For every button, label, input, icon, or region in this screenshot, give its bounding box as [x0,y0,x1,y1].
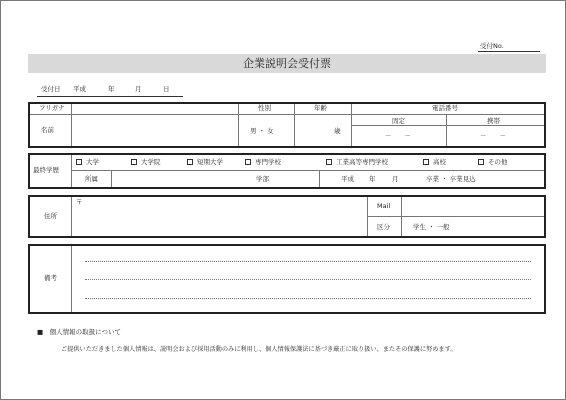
phone-mid-divider [446,114,447,146]
receipt-date-day: 日 [163,85,170,93]
landline-field[interactable]: － － [385,132,411,140]
landline-label: 固定 [392,117,405,125]
remarks-field[interactable] [73,247,543,311]
graduation-era: 平成 [341,175,354,183]
option-high-school-label: 高校 [433,158,446,166]
postal-mark: 〒 [76,198,83,206]
receipt-number-line [478,51,540,52]
furigana-row-divider [30,114,544,115]
receipt-date-month: 月 [135,85,142,93]
address-field[interactable] [73,207,365,235]
address-label: 住所 [44,212,57,220]
receipt-date-year: 年 [108,85,115,93]
mail-label: Mail [377,202,391,210]
receipt-number-label: 受付No. [480,42,504,50]
remarks-label-divider [71,246,72,312]
option-university[interactable] [76,158,99,166]
remarks-label: 備考 [44,274,57,282]
mobile-field[interactable]: － － [480,132,506,140]
address-label-divider [71,197,72,236]
affiliation-field[interactable] [113,172,317,186]
category-label: 区分 [377,223,390,231]
checkbox-other[interactable] [478,159,484,165]
option-high-school[interactable] [423,158,446,166]
checkbox-high-school[interactable] [423,159,429,165]
option-other-label: その他 [488,158,508,166]
mail-field[interactable] [403,199,543,214]
option-graduate-school-label: 大学院 [141,158,161,166]
age-label: 年齢 [314,104,327,112]
age-unit: 歳 [334,127,341,135]
checkbox-junior-college[interactable] [187,159,193,165]
contact-row-divider [367,216,544,217]
phone-sub-divider [351,125,544,126]
checkbox-university[interactable] [76,159,82,165]
mobile-label: 携帯 [487,117,500,125]
age-divider [294,104,295,146]
furigana-label: フリガナ [39,104,65,112]
receipt-date-underline [37,96,183,97]
option-junior-college-label: 短期大学 [197,158,223,166]
form-title: 企業説明会受付票 [28,54,546,73]
option-university-label: 大学 [86,158,99,166]
option-junior-college[interactable] [187,158,223,166]
gender-options[interactable]: 男 ・ 女 [250,127,274,135]
checkbox-vocational-school[interactable] [245,159,251,165]
education-label: 最終学歴 [33,166,59,174]
graduation-status[interactable]: 卒業 ・ 卒業見込 [426,175,476,183]
option-vocational-school-label: 専門学校 [255,158,281,166]
privacy-notice: ご提供いただきました個人情報は、説明会および採用活動のみに利用し、個人情報保護法に基づき厳正に取り扱い、またその保護に努めます。 [61,346,457,353]
receipt-date-era: 平成 [73,85,86,93]
name-field[interactable] [73,116,236,145]
category-options[interactable]: 学生 ・ 一般 [413,223,450,231]
option-technical-college-label: 工業高等専門学校 [336,158,388,166]
graduation-month: 月 [392,175,399,183]
education-row-divider [71,170,544,171]
checkbox-graduate-school[interactable] [131,159,137,165]
affiliation-divider [111,171,112,187]
option-graduate-school[interactable] [131,158,161,166]
affiliation-label: 所属 [85,175,98,183]
name-label: 名前 [41,126,54,134]
receipt-date-label: 受付日 [41,85,61,93]
graduation-year: 年 [369,175,376,183]
graduation-divider [319,171,320,187]
privacy-heading: ■ 個人情報の取扱について [37,328,122,336]
education-label-divider [71,155,72,187]
faculty-label: 学部 [256,175,269,183]
checkbox-technical-college[interactable] [326,159,332,165]
phone-label: 電話番号 [432,104,458,112]
gender-divider [238,104,239,146]
gender-label: 性別 [258,104,271,112]
personal-label-divider [71,104,72,146]
option-technical-college[interactable] [326,158,388,166]
option-vocational-school[interactable] [245,158,281,166]
option-other[interactable] [478,158,508,166]
